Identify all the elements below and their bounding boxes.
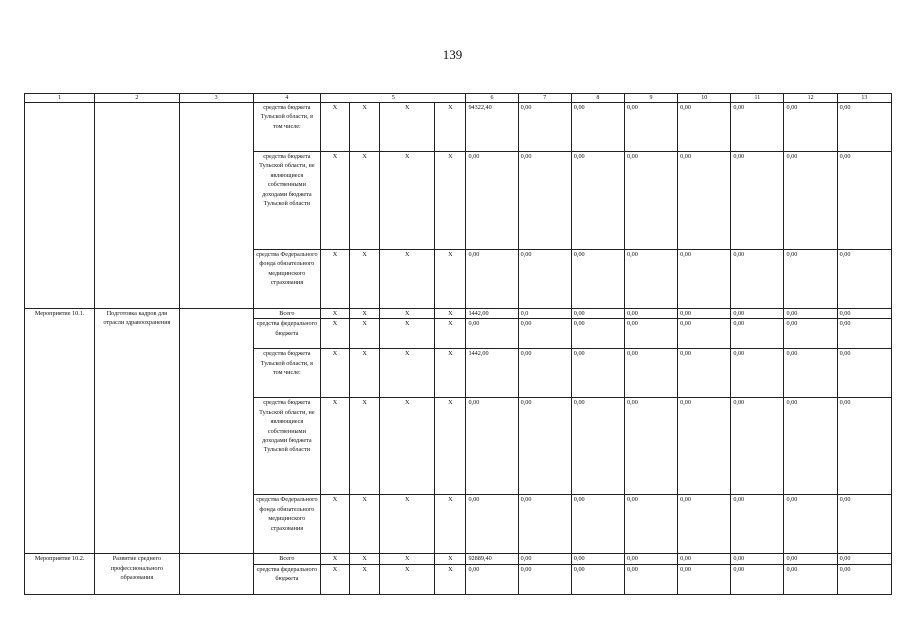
- funding-source: средства бюджета Тульской области, в том числе:: [253, 103, 320, 152]
- value-cell: 0,00: [837, 495, 891, 554]
- value-cell: 0,00: [678, 250, 731, 309]
- x-mark: X: [435, 564, 466, 594]
- value-cell: 0,00: [466, 398, 518, 495]
- value-cell: 0,00: [571, 103, 624, 152]
- value-cell: 0,00: [624, 495, 677, 554]
- x-mark: X: [435, 103, 466, 152]
- x-mark: X: [435, 554, 466, 564]
- value-cell: 0,00: [837, 250, 891, 309]
- budget-table: [24, 93, 892, 595]
- col3-cell: [179, 554, 253, 594]
- value-cell: 0,00: [571, 319, 624, 349]
- x-mark: X: [380, 103, 435, 152]
- value-cell: 0,00: [518, 319, 571, 349]
- value-cell: 0,00: [624, 103, 677, 152]
- x-mark: X: [435, 309, 466, 319]
- value-cell: 0,00: [678, 554, 731, 564]
- value-cell: 0,00: [571, 250, 624, 309]
- value-cell: 0,00: [624, 319, 677, 349]
- value-cell: 0,00: [466, 250, 518, 309]
- value-cell: 0,00: [731, 349, 784, 398]
- x-mark: X: [435, 349, 466, 398]
- x-mark: X: [320, 152, 349, 250]
- measure-title: Развитие среднего профессионального образования: [95, 554, 179, 594]
- measure-name: Мероприятие 10.2.: [25, 554, 95, 594]
- value-cell: 0,00: [571, 495, 624, 554]
- value-cell: 0,00: [466, 564, 518, 594]
- x-mark: X: [435, 152, 466, 250]
- value-cell: 0,00: [624, 398, 677, 495]
- x-mark: X: [350, 349, 380, 398]
- funding-source: средства бюджета Тульской области, не являющиеся собственными доходами бюджета Тульской области: [253, 152, 320, 250]
- value-cell: 0,00: [837, 554, 891, 564]
- value-cell: 0,00: [624, 564, 677, 594]
- header-cell: 5: [320, 94, 465, 103]
- value-cell: 0,00: [571, 152, 624, 250]
- value-cell: 0,00: [466, 152, 518, 250]
- table-row: [25, 554, 892, 564]
- x-mark: X: [380, 250, 435, 309]
- value-cell: 0,00: [731, 309, 784, 319]
- table-row: [25, 103, 892, 152]
- x-mark: X: [320, 554, 349, 564]
- value-cell: 0,00: [784, 564, 837, 594]
- value-cell: 0,00: [678, 564, 731, 594]
- x-mark: X: [380, 319, 435, 349]
- value-cell: 0,00: [518, 495, 571, 554]
- value-cell: 0,00: [571, 554, 624, 564]
- value-cell: 0,00: [784, 103, 837, 152]
- header-cell: 6: [466, 94, 518, 103]
- value-cell: 0,00: [837, 398, 891, 495]
- funding-source: средства Федерального фонда обязательного медицинского страхования: [253, 250, 320, 309]
- value-cell: 0,00: [466, 319, 518, 349]
- funding-source: средства бюджета Тульской области, не являющиеся собственными доходами бюджета Тульской области: [253, 398, 320, 495]
- x-mark: X: [435, 495, 466, 554]
- value-cell: 0,00: [837, 152, 891, 250]
- value-cell: 0,00: [571, 398, 624, 495]
- value-cell: 0,0: [518, 309, 571, 319]
- value-cell: 0,00: [784, 398, 837, 495]
- value-cell: 0,00: [678, 152, 731, 250]
- x-mark: X: [320, 103, 349, 152]
- value-cell: 0,00: [571, 349, 624, 398]
- x-mark: X: [380, 564, 435, 594]
- x-mark: X: [320, 349, 349, 398]
- funding-source: Всего: [253, 554, 320, 564]
- x-mark: X: [380, 309, 435, 319]
- value-cell: 0,00: [784, 152, 837, 250]
- x-mark: X: [435, 398, 466, 495]
- col3-cell: [179, 309, 253, 554]
- value-cell: 0,00: [837, 564, 891, 594]
- x-mark: X: [320, 564, 349, 594]
- value-cell: 0,00: [678, 309, 731, 319]
- x-mark: X: [380, 398, 435, 495]
- header-cell: 7: [518, 94, 571, 103]
- value-cell: 0,00: [678, 103, 731, 152]
- value-cell: 0,00: [731, 319, 784, 349]
- value-cell: 1442,00: [466, 309, 518, 319]
- x-mark: X: [350, 250, 380, 309]
- value-cell: 0,00: [571, 564, 624, 594]
- value-cell: 0,00: [837, 309, 891, 319]
- value-cell: 0,00: [678, 495, 731, 554]
- value-cell: 0,00: [731, 152, 784, 250]
- value-cell: 94322,40: [466, 103, 518, 152]
- table-row: [25, 309, 892, 319]
- measure-cell: [25, 103, 95, 309]
- value-cell: 0,00: [624, 250, 677, 309]
- header-row: [25, 94, 892, 103]
- x-mark: X: [380, 349, 435, 398]
- value-cell: 1442,00: [466, 349, 518, 398]
- value-cell: 0,00: [624, 554, 677, 564]
- value-cell: 0,00: [731, 554, 784, 564]
- header-cell: 10: [678, 94, 731, 103]
- value-cell: 0,00: [518, 349, 571, 398]
- value-cell: 0,00: [624, 152, 677, 250]
- x-mark: X: [320, 309, 349, 319]
- value-cell: 0,00: [731, 103, 784, 152]
- value-cell: 0,00: [624, 309, 677, 319]
- x-mark: X: [350, 495, 380, 554]
- header-cell: 13: [837, 94, 891, 103]
- value-cell: 0,00: [678, 319, 731, 349]
- x-mark: X: [350, 319, 380, 349]
- value-cell: 0,00: [837, 319, 891, 349]
- x-mark: X: [320, 319, 349, 349]
- value-cell: 0,00: [518, 554, 571, 564]
- value-cell: 0,00: [731, 564, 784, 594]
- value-cell: 0,00: [518, 152, 571, 250]
- funding-source: средства Федерального фонда обязательного медицинского страхования: [253, 495, 320, 554]
- value-cell: 0,00: [466, 495, 518, 554]
- value-cell: 0,00: [731, 398, 784, 495]
- value-cell: 0,00: [784, 349, 837, 398]
- header-cell: 9: [624, 94, 677, 103]
- value-cell: 0,00: [837, 349, 891, 398]
- value-cell: 0,00: [518, 564, 571, 594]
- x-mark: X: [435, 319, 466, 349]
- x-mark: X: [350, 103, 380, 152]
- x-mark: X: [380, 152, 435, 250]
- measure-title: Подготовка кадров для отрасли здравоохранения: [95, 309, 179, 554]
- value-cell: 0,00: [731, 250, 784, 309]
- x-mark: X: [350, 309, 380, 319]
- value-cell: 0,00: [784, 495, 837, 554]
- value-cell: 0,00: [784, 319, 837, 349]
- header-cell: 3: [179, 94, 253, 103]
- header-cell: 11: [731, 94, 784, 103]
- measure-name: Мероприятие 10.1.: [25, 309, 95, 554]
- funding-source: средства федерального бюджета: [253, 564, 320, 594]
- value-cell: 92889,40: [466, 554, 518, 564]
- title-cell: [95, 103, 179, 309]
- x-mark: X: [320, 398, 349, 495]
- page-number: 139: [442, 47, 463, 62]
- x-mark: X: [350, 554, 380, 564]
- x-mark: X: [380, 554, 435, 564]
- value-cell: 0,00: [518, 250, 571, 309]
- header-cell: 12: [784, 94, 837, 103]
- funding-source: средства федерального бюджета: [253, 319, 320, 349]
- x-mark: X: [350, 398, 380, 495]
- x-mark: X: [350, 564, 380, 594]
- header-cell: 4: [253, 94, 320, 103]
- value-cell: 0,00: [518, 103, 571, 152]
- x-mark: X: [380, 495, 435, 554]
- value-cell: 0,00: [571, 309, 624, 319]
- funding-source: средства бюджета Тульской области, в том числе:: [253, 349, 320, 398]
- value-cell: 0,00: [784, 250, 837, 309]
- funding-source: Всего: [253, 309, 320, 319]
- value-cell: 0,00: [624, 349, 677, 398]
- value-cell: 0,00: [731, 495, 784, 554]
- header-cell: 8: [571, 94, 624, 103]
- col3-cell: [179, 103, 253, 309]
- x-mark: X: [350, 152, 380, 250]
- x-mark: X: [320, 495, 349, 554]
- value-cell: 0,00: [678, 398, 731, 495]
- header-cell: 2: [95, 94, 179, 103]
- value-cell: 0,00: [518, 398, 571, 495]
- x-mark: X: [435, 250, 466, 309]
- header-cell: 1: [25, 94, 95, 103]
- x-mark: X: [320, 250, 349, 309]
- value-cell: 0,00: [678, 349, 731, 398]
- value-cell: 0,00: [837, 103, 891, 152]
- value-cell: 0,00: [784, 554, 837, 564]
- value-cell: 0,00: [784, 309, 837, 319]
